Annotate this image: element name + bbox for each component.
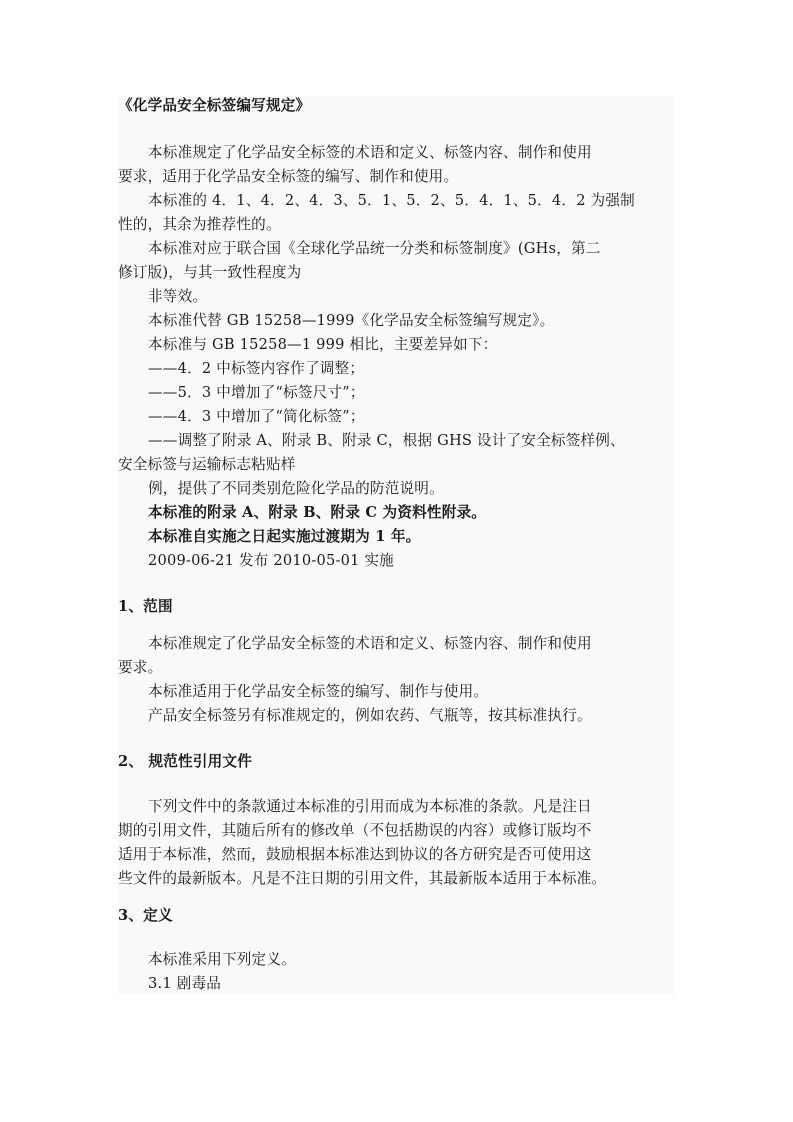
- section-3-line: 本标准采用下列定义。: [148, 951, 296, 968]
- diff-item: ——5．3 中增加了“标签尺寸”；: [148, 384, 365, 401]
- section-2-line: 些文件的最新版本。凡是不注日期的引用文件，其最新版本适用于本标准。: [118, 870, 607, 887]
- intro-paragraph-3-line-2: 修订版)，与其一致性程度为: [118, 264, 302, 281]
- publication-dates: 2009-06-21 发布 2010-05-01 实施: [148, 552, 394, 569]
- section-2-line: 适用于本标准，然而，鼓励根据本标准达到协议的各方研究是否可使用这: [118, 846, 592, 863]
- intro-paragraph-2-line-1: 本标准的 4．1、4．2、4．3、5．1、5．2、5．4．1、5．4．2 为强制: [148, 192, 635, 209]
- section-2-heading: 2、 规范性引用文件: [118, 753, 252, 770]
- appendix-note: 本标准的附录 A、附录 B、附录 C 为资料性附录。: [148, 504, 487, 521]
- intro-differences-lead: 本标准与 GB 15258—1 999 相比，主要差异如下：: [148, 336, 498, 353]
- intro-replacement-note: 本标准代替 GB 15258—1999《化学品安全标签编写规定》。: [148, 312, 555, 329]
- section-1-line: 本标准规定了化学品安全标签的术语和定义、标签内容、制作和使用: [148, 635, 592, 652]
- intro-paragraph-3-line-1: 本标准对应于联合国《全球化学品统一分类和标签制度》(GHs，第二: [148, 240, 601, 257]
- section-1-line: 要求。: [118, 659, 163, 676]
- document-title: 《化学品安全标签编写规定》: [118, 97, 311, 114]
- intro-paragraph-1-line-2: 要求，适用于化学品安全标签的编写、制作和使用。: [118, 168, 459, 185]
- diff-item-continuation-2: 例，提供了不同类别危险化学品的防范说明。: [148, 480, 444, 497]
- section-1-line: 产品安全标签另有标准规定的，例如农药、气瓶等，按其标准执行。: [148, 707, 592, 724]
- section-3-line: 3.1 剧毒品: [148, 975, 222, 992]
- diff-item-continuation-1: 安全标签与运输标志粘贴样: [118, 456, 296, 473]
- diff-item: ——调整了附录 A、附录 B、附录 C，根据 GHS 设计了安全标签样例、: [148, 432, 625, 449]
- section-2-line: 期的引用文件，其随后所有的修改单（不包括勘误的内容）或修订版均不: [118, 822, 592, 839]
- section-2-line: 下列文件中的条款通过本标准的引用而成为本标准的条款。凡是注日: [148, 798, 592, 815]
- intro-paragraph-1-line-1: 本标准规定了化学品安全标签的术语和定义、标签内容、制作和使用: [148, 144, 592, 161]
- intro-paragraph-2-line-2: 性的，其余为推荐性的。: [118, 216, 281, 233]
- transition-note: 本标准自实施之日起实施过渡期为 1 年。: [148, 528, 421, 545]
- diff-item: ——4．2 中标签内容作了调整；: [148, 360, 365, 377]
- section-1-heading: 1、范围: [118, 598, 173, 615]
- section-1-line: 本标准适用于化学品安全标签的编写、制作与使用。: [148, 683, 489, 700]
- diff-item: ——4．3 中增加了“简化标签”；: [148, 408, 365, 425]
- intro-paragraph-3-line-3: 非等效。: [148, 288, 208, 305]
- section-3-heading: 3、定义: [118, 907, 173, 924]
